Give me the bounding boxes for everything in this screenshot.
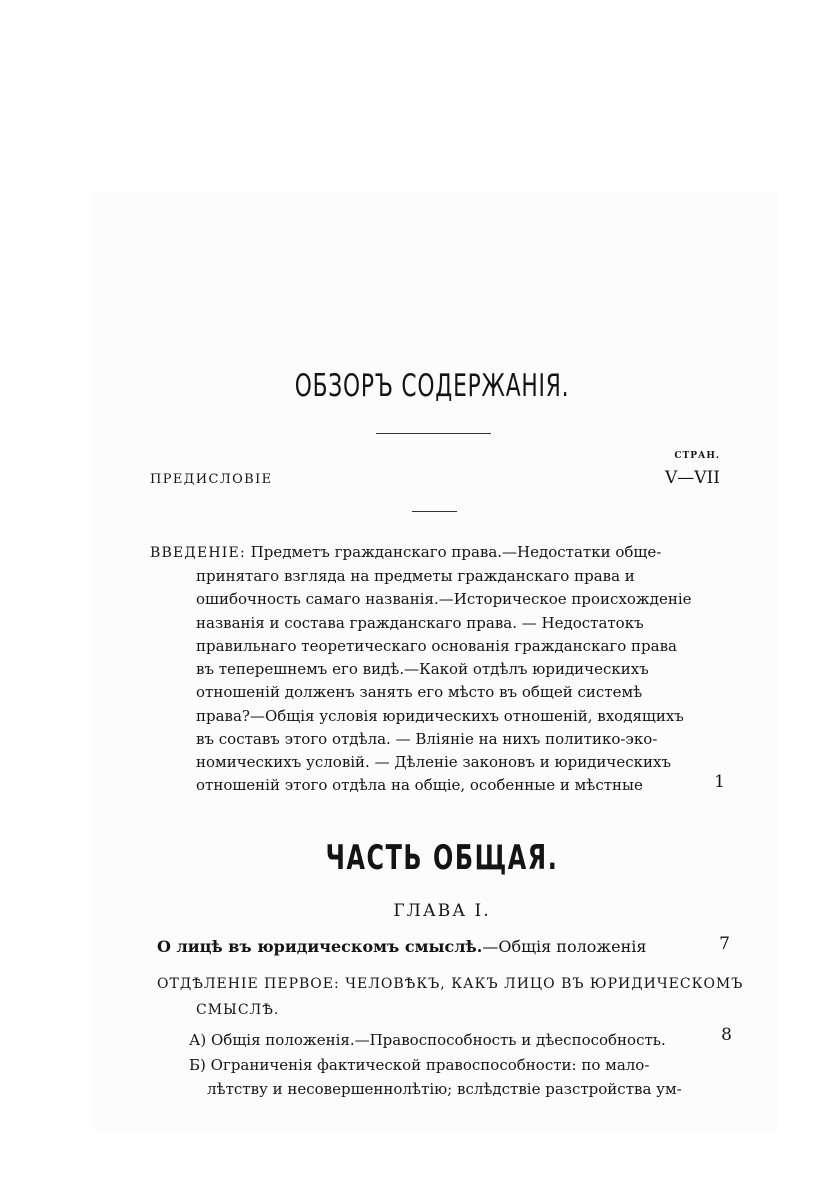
subsection-item-b (189, 1055, 649, 1075)
chapter-heading-rest: —Общія положенія (482, 937, 647, 956)
introduction-line: принятаго взгляда на предметы гражданскаго права и (196, 567, 635, 585)
subsection-text: Ограниченія фактической правоспособности: по мало- (210, 1056, 650, 1074)
introduction-line: ошибочность самаго названія.—Историческое происхожденіе (196, 590, 692, 608)
page-column-header: СТРАН. (674, 451, 720, 461)
introduction-line: названія и состава гражданскаго права. — Недостатокъ (196, 614, 644, 632)
preface-label: ПРЕДИСЛОВІЕ (150, 472, 273, 487)
subsection-text-continuation: лѣтству и несовершеннолѣтію; вслѣдствіе разстройства ум- (207, 1080, 682, 1098)
introduction-line: отношеній этого отдѣла на общіе, особенные и мѣстные (196, 776, 643, 794)
introduction-line: отношеній долженъ занять его мѣсто въ общей системѣ (196, 683, 643, 701)
section-text: ЧЕЛОВѢКЪ, КАКЪ ЛИЦО ВЪ ЮРИДИЧЕСКОМЪ (345, 976, 744, 992)
introduction-heading: ВВЕДЕНІЕ: (150, 545, 246, 561)
chapter-heading-bold: О лицѣ въ юридическомъ смыслѣ. (157, 937, 483, 956)
preface-divider (412, 511, 457, 512)
page-title: ОБЗОРЪ СОДЕРЖАНІЯ. (294, 368, 570, 404)
subsection-marker: Б) (189, 1056, 206, 1074)
introduction-line: въ составъ этого отдѣла. — Вліяніе на нихъ политико-эко- (196, 730, 658, 748)
chapter-heading (157, 937, 646, 956)
part-title: ЧАСТЬ ОБЩАЯ. (325, 838, 559, 878)
subsection-marker: А) (189, 1031, 207, 1049)
chapter-title: ГЛАВА I. (393, 901, 491, 921)
introduction-line: правильнаго теоретическаго основанія гражданскаго права (196, 637, 677, 655)
introduction-line: номическихъ условій. — Дѣленіе законовъ и юридическихъ (196, 753, 671, 771)
subsection-item-a (189, 1030, 666, 1050)
introduction-text: Предметъ гражданскаго права.—Недостатки обще- (250, 543, 662, 561)
introduction-line: права?—Общія условія юридическихъ отношеній, входящихъ (196, 707, 684, 725)
section-heading: ОТДѢЛЕНІЕ ПЕРВОЕ: (157, 976, 340, 992)
section-text-continuation: СМЫСЛѢ. (196, 1002, 280, 1018)
title-divider (376, 433, 491, 434)
introduction-line: въ теперешнемъ его видѣ.—Какой отдѣлъ юридическихъ (196, 660, 649, 678)
section-heading-line (157, 974, 743, 994)
preface-page-range: V—VII (665, 468, 720, 488)
introduction-page-number: 1 (714, 772, 725, 792)
chapter-page-number: 7 (719, 934, 730, 954)
introduction-line (150, 542, 661, 563)
subsection-page-number: 8 (721, 1025, 732, 1045)
subsection-text: Общія положенія.—Правоспособность и дѣеспособность. (211, 1031, 666, 1049)
